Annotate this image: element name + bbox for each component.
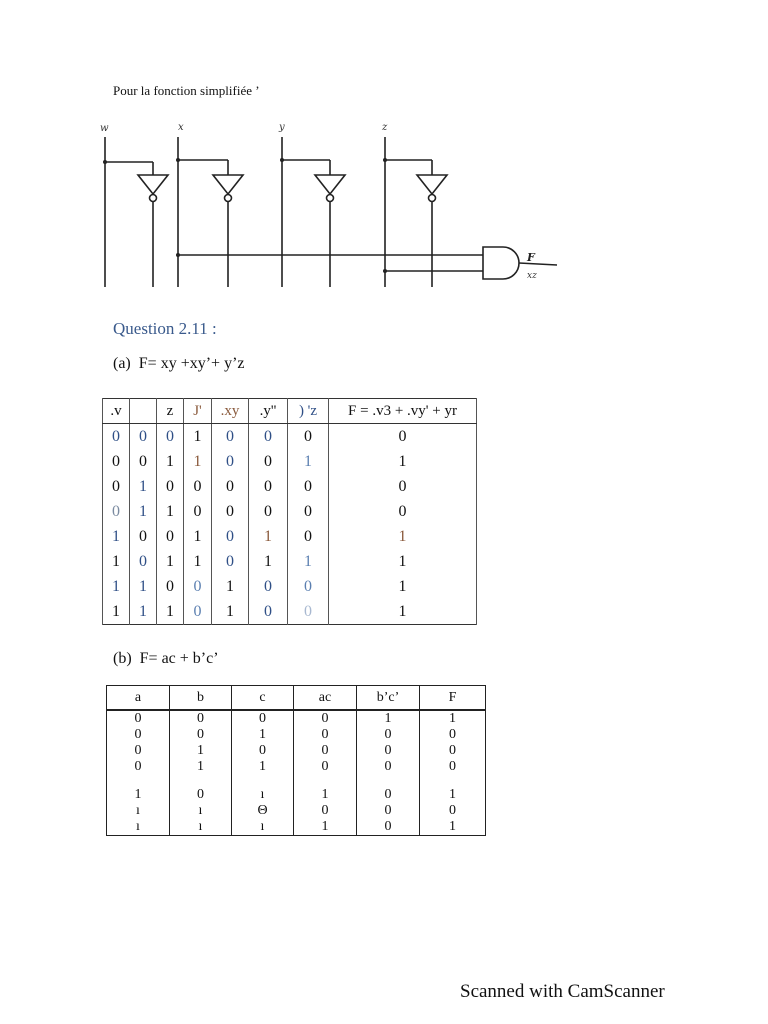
- header-cell: [130, 399, 157, 424]
- table-cell: 1: [249, 549, 288, 574]
- table-cell: 0: [357, 759, 420, 775]
- table-cell: 0: [212, 424, 249, 450]
- intro-text: Pour la fonction simplifiée ’: [113, 83, 260, 98]
- table-cell: 0: [294, 759, 357, 775]
- table-cell: ı: [170, 819, 232, 836]
- table-cell: 0: [232, 743, 294, 759]
- table-row: [103, 599, 477, 625]
- table-cell: 1: [212, 574, 249, 599]
- table-cell: 1: [357, 710, 420, 727]
- table-row: [107, 727, 486, 743]
- table-cell: 0: [357, 819, 420, 836]
- table-cell: 1: [157, 549, 184, 574]
- table-cell: 1: [184, 549, 212, 574]
- table-cell: 0: [329, 424, 477, 450]
- table-cell: 0: [130, 549, 157, 574]
- logic-circuit-diagram: [95, 115, 565, 295]
- table-cell: ı: [107, 803, 170, 819]
- table-cell: 1: [294, 787, 357, 803]
- table-cell: 1: [329, 449, 477, 474]
- table-cell: 0: [170, 787, 232, 803]
- table-cell: 0: [157, 574, 184, 599]
- scanner-watermark: Scanned with CamScanner: [460, 981, 665, 1002]
- table-cell: 0: [357, 803, 420, 819]
- table-cell: 0: [249, 499, 288, 524]
- input-label-w: w: [100, 123, 109, 134]
- table-row: [103, 524, 477, 549]
- table-cell: 0: [357, 743, 420, 759]
- table-cell: 1: [103, 549, 130, 574]
- table-cell: 0: [294, 803, 357, 819]
- table-cell: 1: [329, 524, 477, 549]
- header-cell: J': [184, 399, 212, 424]
- table-cell: 0: [294, 727, 357, 743]
- table-cell: 1: [249, 524, 288, 549]
- table-cell: 0: [184, 499, 212, 524]
- table-row: [103, 574, 477, 599]
- table-cell: 0: [103, 424, 130, 450]
- table-cell: 0: [232, 710, 294, 727]
- table-cell: 0: [294, 710, 357, 727]
- table-spacer-row: [107, 775, 486, 787]
- table-row: [107, 743, 486, 759]
- table-cell: 0: [357, 787, 420, 803]
- table-cell: 1: [103, 574, 130, 599]
- table-header-row: [107, 686, 486, 711]
- table-cell: 0: [249, 599, 288, 625]
- table-cell: 1: [329, 574, 477, 599]
- table-cell: 0: [329, 474, 477, 499]
- table-cell: 0: [288, 574, 329, 599]
- part-a-tag: (a): [113, 355, 131, 372]
- table-row: [103, 474, 477, 499]
- header-cell: F: [420, 686, 486, 711]
- table-cell: 0: [212, 474, 249, 499]
- header-cell: ) 'z: [288, 399, 329, 424]
- table-row: [107, 803, 486, 819]
- table-cell: 1: [103, 599, 130, 625]
- table-row: [107, 759, 486, 775]
- table-cell: 1: [294, 819, 357, 836]
- output-label: F: [527, 251, 535, 264]
- table-cell: 1: [420, 710, 486, 727]
- truth-table-b: [106, 685, 486, 836]
- part-a-expression: F= xy +xy’+ y’z: [138, 355, 245, 372]
- table-cell: 1: [184, 449, 212, 474]
- table-cell: 0: [170, 710, 232, 727]
- header-cell: c: [232, 686, 294, 711]
- table-row: [107, 787, 486, 803]
- table-cell: ı: [232, 787, 294, 803]
- table-cell: 0: [184, 574, 212, 599]
- table-cell: 0: [288, 524, 329, 549]
- table-cell: 1: [170, 759, 232, 775]
- input-label-x: x: [178, 122, 184, 133]
- table-cell: 1: [130, 499, 157, 524]
- table-cell: 1: [157, 599, 184, 625]
- table-cell: 1: [170, 743, 232, 759]
- table-cell: 0: [212, 524, 249, 549]
- table-cell: 0: [184, 599, 212, 625]
- header-cell: a: [107, 686, 170, 711]
- table-cell: 0: [294, 743, 357, 759]
- table-cell: 1: [184, 424, 212, 450]
- table-cell: 0: [130, 524, 157, 549]
- table-cell: 0: [212, 449, 249, 474]
- table-cell: 0: [107, 727, 170, 743]
- table-row: [103, 549, 477, 574]
- table-cell: 0: [357, 727, 420, 743]
- table-header-row: [103, 399, 477, 424]
- table-row: [107, 819, 486, 836]
- table-row: [103, 424, 477, 450]
- table-cell: 1: [103, 524, 130, 549]
- table-cell: 1: [420, 819, 486, 836]
- table-cell: 0: [212, 499, 249, 524]
- header-cell: ac: [294, 686, 357, 711]
- table-cell: 0: [249, 424, 288, 450]
- table-cell: 0: [249, 449, 288, 474]
- table-cell: ı: [107, 819, 170, 836]
- table-cell: 0: [420, 743, 486, 759]
- header-cell: b’c’: [357, 686, 420, 711]
- table-cell: 1: [288, 449, 329, 474]
- table-cell: 0: [103, 499, 130, 524]
- table-cell: 1: [107, 787, 170, 803]
- table-cell: 0: [288, 599, 329, 625]
- table-cell: 0: [249, 574, 288, 599]
- table-cell: 0: [420, 803, 486, 819]
- table-cell: 0: [288, 474, 329, 499]
- table-cell: 0: [288, 499, 329, 524]
- header-cell: b: [170, 686, 232, 711]
- truth-table-a: [102, 398, 477, 625]
- table-row: [103, 499, 477, 524]
- table-cell: 0: [157, 424, 184, 450]
- table-row: [103, 449, 477, 474]
- table-cell: 0: [130, 449, 157, 474]
- table-cell: 0: [107, 743, 170, 759]
- table-cell: 0: [212, 549, 249, 574]
- table-cell: 1: [288, 549, 329, 574]
- part-a-heading: [113, 355, 245, 373]
- part-b-expression: F= ac + b’c’: [139, 650, 219, 667]
- table-cell: 1: [232, 727, 294, 743]
- header-cell: z: [157, 399, 184, 424]
- header-cell: F = .v3 + .vy' + yr: [329, 399, 477, 424]
- output-sublabel: xz: [527, 271, 537, 281]
- table-cell: 0: [103, 449, 130, 474]
- table-cell: 1: [329, 599, 477, 625]
- table-cell: 1: [420, 787, 486, 803]
- table-cell: 0: [249, 474, 288, 499]
- table-cell: 0: [420, 759, 486, 775]
- table-cell: 1: [157, 449, 184, 474]
- table-cell: 0: [329, 499, 477, 524]
- table-cell: 1: [184, 524, 212, 549]
- input-label-y: y: [279, 122, 285, 133]
- table-cell: ı: [170, 803, 232, 819]
- table-cell: 1: [130, 474, 157, 499]
- header-cell: .xy: [212, 399, 249, 424]
- table-cell: 0: [130, 424, 157, 450]
- question-title: Question 2.11 :: [113, 319, 217, 338]
- table-cell: 1: [130, 599, 157, 625]
- table-cell: 0: [184, 474, 212, 499]
- header-cell: .y'': [249, 399, 288, 424]
- table-cell: 0: [107, 710, 170, 727]
- table-cell: 1: [157, 499, 184, 524]
- table-cell: 0: [157, 524, 184, 549]
- part-b-heading: [113, 650, 219, 668]
- table-cell: 1: [130, 574, 157, 599]
- table-cell: Θ: [232, 803, 294, 819]
- table-cell: 1: [232, 759, 294, 775]
- table-cell: 1: [329, 549, 477, 574]
- table-cell: 0: [288, 424, 329, 450]
- input-label-z: z: [382, 122, 388, 133]
- table-row: [107, 710, 486, 727]
- table-cell: 0: [107, 759, 170, 775]
- table-cell: ı: [232, 819, 294, 836]
- table-cell: 0: [420, 727, 486, 743]
- table-cell: 1: [212, 599, 249, 625]
- table-cell: 0: [103, 474, 130, 499]
- part-b-tag: (b): [113, 650, 132, 667]
- header-cell: .v: [103, 399, 130, 424]
- table-cell: 0: [170, 727, 232, 743]
- table-cell: 0: [157, 474, 184, 499]
